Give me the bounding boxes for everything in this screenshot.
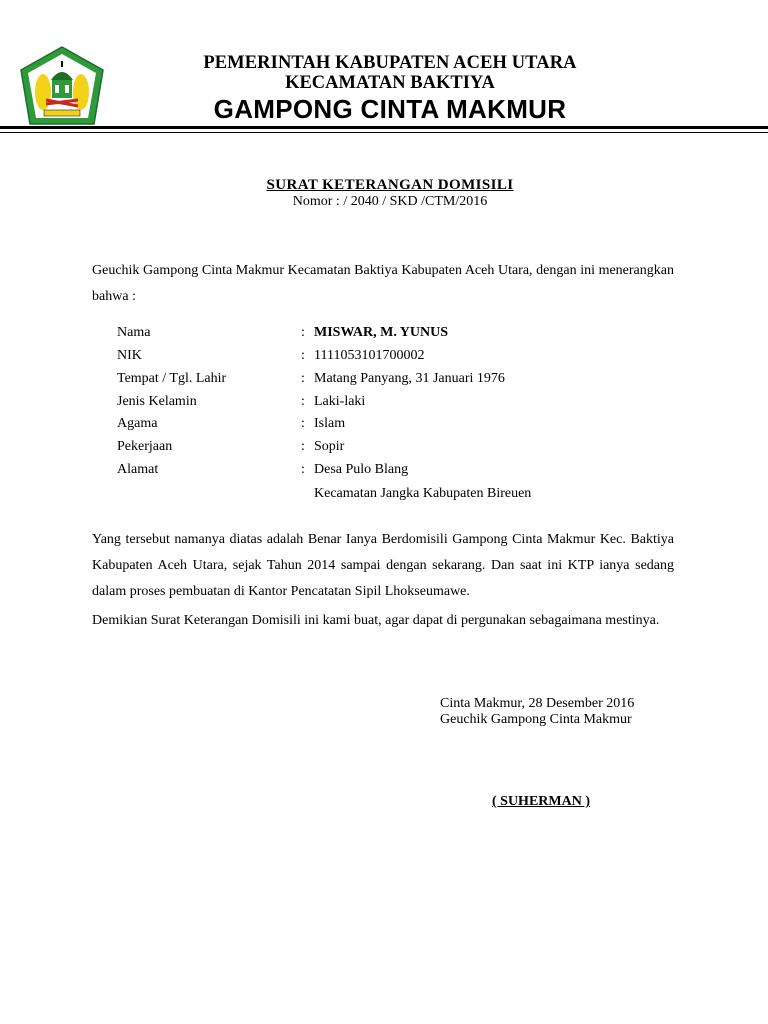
field-label: Jenis Kelamin [117,394,197,409]
field-value: 1111053101700002 [314,348,425,363]
letter-title: SURAT KETERANGAN DOMISILI [266,177,514,193]
header-divider-thin [0,132,768,133]
closing-paragraph: Demikian Surat Keterangan Domisili ini kami buat, agar dapat di pergunakan sebagaimana mestinya. [92,613,660,628]
field-label: NIK [117,348,142,363]
field-colon: : [301,439,305,454]
field-label: Agama [117,416,158,431]
field-colon: : [301,325,305,340]
field-value: Matang Panyang, 31 Januari 1976 [314,371,505,386]
signature-title: Geuchik Gampong Cinta Makmur [440,712,632,727]
header-district-line: KECAMATAN BAKTIYA [285,73,495,93]
field-row-nik [117,348,677,370]
header-village-line: GAMPONG CINTA MAKMUR [213,94,567,124]
field-colon: : [301,371,305,386]
field-colon: : [301,462,305,477]
signatory-name: ( SUHERMAN ) [492,794,590,809]
regency-emblem-logo [18,44,106,130]
letter-number: Nomor : / 2040 / SKD /CTM/2016 [292,194,488,209]
field-value: Laki-laki [314,394,366,409]
header-government-line: PEMERINTAH KABUPATEN ACEH UTARA [203,53,577,73]
field-row-address [117,462,677,484]
header-divider-thick [0,126,768,129]
body-paragraph: Yang tersebut namanya diatas adalah Benar Ianya Berdomisili Gampong Cinta Makmur Kec. Baktiya Kabupaten Aceh Utara, sejak Tahun 2014 sampai dengan sekarang. Dan saat ini KTP ianya sedang dalam proses pembuatan di Kantor Pencatatan Sipil Lhokseumawe. [92,532,674,599]
field-value: Sopir [314,439,345,454]
field-label: Pekerjaan [117,439,173,454]
field-colon: : [301,394,305,409]
field-row-birth [117,371,677,393]
field-row-nama [117,325,677,347]
field-value: Desa Pulo Blang [314,462,409,477]
field-colon: : [301,416,305,431]
field-row-gender [117,394,677,416]
field-value: MISWAR, M. YUNUS [314,325,449,340]
field-label: Alamat [117,462,159,477]
field-value: Islam [314,416,346,431]
field-row-religion [117,416,677,438]
signature-place-date: Cinta Makmur, 28 Desember 2016 [440,696,635,711]
field-row-occupation [117,439,677,461]
field-label: Tempat / Tgl. Lahir [117,371,227,386]
intro-paragraph: Geuchik Gampong Cinta Makmur Kecamatan Baktiya Kabupaten Aceh Utara, dengan ini menerangkan bahwa : [92,263,674,304]
field-label: Nama [117,325,151,340]
address-second-line: Kecamatan Jangka Kabupaten Bireuen [314,486,532,501]
field-colon: : [301,348,305,363]
